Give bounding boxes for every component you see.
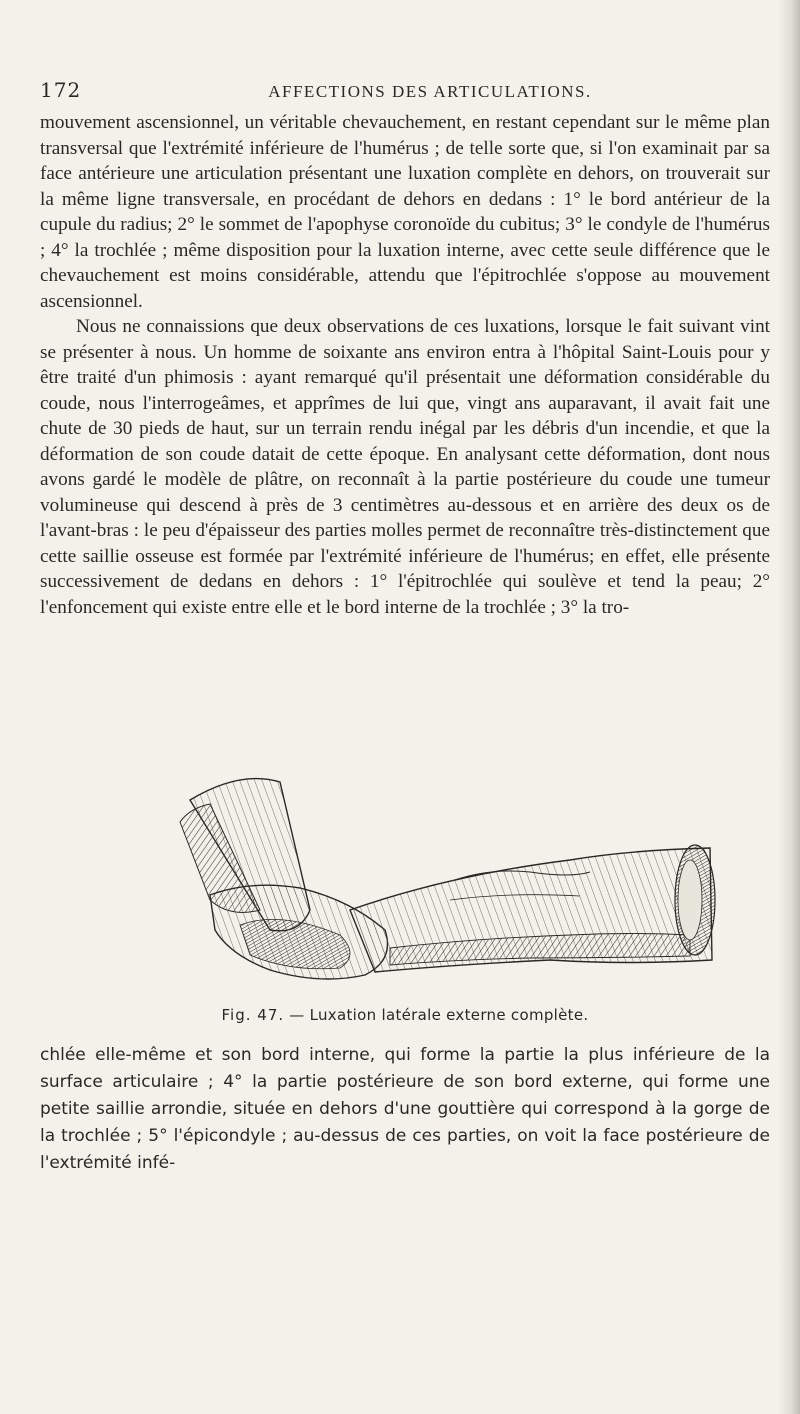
caption-separator: —	[289, 1006, 305, 1024]
main-text	[40, 110, 770, 620]
paragraph-3: chlée elle-même et son bord interne, qui forme la partie la plus inférieure de la surface articulaire ; 4° la partie postérieure de son bord externe, qui forme une petite saillie arrondie, située en dehors d'une gouttière qui correspond à la gorge de la trochlée ; 5° l'épicondyle ; au-dessus de ces parties, on voit la face postérieure de l'extrémité infé-	[40, 1045, 770, 1173]
page-header	[40, 78, 770, 106]
page-number: 172	[40, 78, 82, 102]
caption-text: Luxation latérale externe complète.	[309, 1006, 589, 1024]
running-title: AFFECTIONS DES ARTICULATIONS.	[268, 82, 592, 101]
elbow-cast-engraving	[150, 760, 730, 1000]
figure-caption	[40, 1006, 770, 1024]
continued-text	[40, 1042, 770, 1177]
page-edge-shadow	[778, 0, 800, 1414]
paragraph-2: Nous ne connaissions que deux observations de ces luxations, lorsque le fait suivant vint se présenter à nous. Un homme de soixante ans environ entra à l'hôpital Saint-Louis pour y être traité d'un phimosis : ayant remarqué qu'il présentait une déformation considérable du coude, nous l'interrogeâmes, et apprîmes de lui que, vingt ans auparavant, il avait fait une chute de 30 pieds de haut, sur un terrain rendu inégal par les débris d'un incendie, et que la déformation de son coude datait de cette époque. En analysant cette déformation, dont nous avons gardé le modèle de plâtre, on reconnaît à la partie postérieure du coude une tumeur volumineuse qui descend à près de 3 centimètres au-dessous et en arrière des deux os de l'avant-bras : le peu d'épaisseur des parties molles permet de reconnaître très-distinctement que cette saillie osseuse est formée par l'extrémité inférieure de l'humérus; en effet, elle présente successivement de dedans en dehors : 1° l'épitrochlée qui soulève et tend la peau; 2° l'enfoncement qui existe entre elle et le bord interne de la trochlée ; 3° la tro-	[40, 316, 770, 618]
paragraph-1: mouvement ascensionnel, un véritable chevauchement, en restant cependant sur le même plan transversal que l'extrémité inférieure de l'humérus ; de telle sorte que, si l'on examinait par sa face antérieure une articulation présentant une luxation complète en dehors, on trouverait sur la même ligne transversale, en procédant de dehors en dedans : 1° le bord antérieur de la cupule du radius; 2° le sommet de l'apophyse coronoïde du cubitus; 3° le condyle de l'humérus ; 4° la trochlée ; même disposition pour la luxation interne, avec cette seule différence que le chevauchement est moins considérable, attendu que l'épitrochlée s'oppose au mouvement ascensionnel.	[40, 112, 770, 312]
figure-label: Fig. 47.	[221, 1006, 285, 1024]
figure-47-illustration	[150, 760, 730, 1000]
